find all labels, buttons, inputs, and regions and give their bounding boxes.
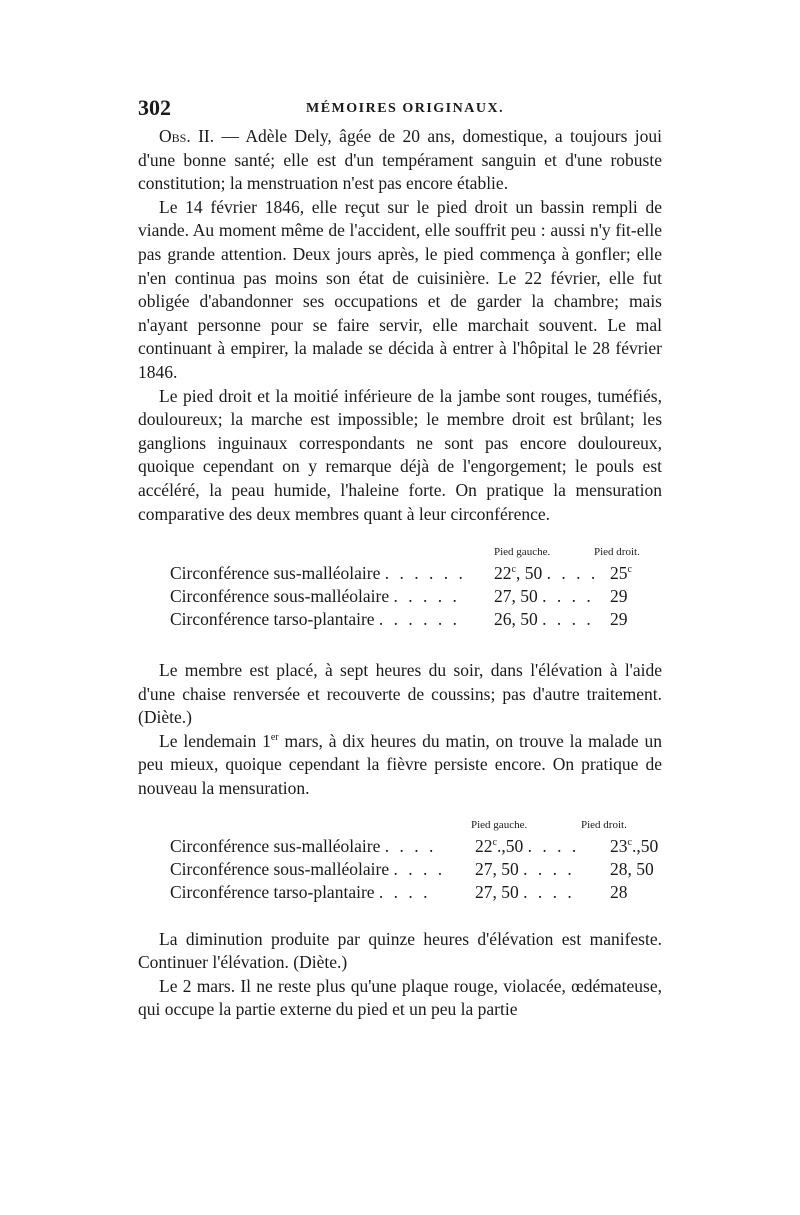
measurement-label: Circonférence sous-malléolaire . . . . (170, 858, 446, 879)
right-foot-heading: Pied droit. (594, 546, 640, 559)
measurement-header (138, 815, 662, 835)
measurement-row (138, 858, 662, 881)
left-foot-value: 22$^c$.,50 . . . . (475, 835, 580, 856)
page-header (138, 95, 662, 125)
measurement-row (138, 881, 662, 904)
right-foot-value: 29 (610, 609, 628, 630)
book-page (138, 95, 662, 1022)
measurement-row (138, 562, 662, 585)
paragraph-result: La diminution produite par quinze heures d'élévation est manifeste. Continuer l'élévation. (Diète.) (138, 928, 662, 973)
left-foot-heading: Pied gauche. (471, 818, 528, 831)
measurement-label: Circonférence sous-malléolaire . . . . . (170, 586, 460, 607)
paragraph-symptoms: Le pied droit et la moitié inférieure de la jambe sont rouges, tuméfiés, douloureux; la marche est impossible; le membre droit est brûlant; les ganglions inguinaux correspondants ne sont pas encore douloureux, quoique cependant on y remarque déjà de l'engorgement; le pouls est accéléré, la peau humide, l'haleine forte. On pratique la mensuration comparative des deux membres quant à leur circonférence. (138, 385, 662, 524)
measurement-label: Circonférence tarso-plantaire . . . . . . (170, 609, 461, 630)
page-number: 302 (138, 95, 171, 120)
measurement-table-1 (138, 542, 662, 631)
paragraph-treatment: Le membre est placé, à sept heures du soir, dans l'élévation à l'aide d'une chaise renversée et recouverte de coussins; pas d'autre traitement. (Diète.) (138, 660, 662, 728)
observation-text: — Adèle Dely, âgée de 20 ans, domestique, a toujours joui d'une bonne santé; elle est d'un tempérament sanguin et d'une robuste constitution; la menstruation n'est pas encore établie. (138, 126, 662, 194)
paragraph-march-2: Le 2 mars. Il ne reste plus qu'une plaque rouge, violacée, œdémateuse, qui occupe la partie externe du pied et un peu la partie (138, 975, 662, 1020)
right-foot-value: 28 (610, 881, 628, 902)
right-foot-value: 25$^c$ (610, 563, 632, 584)
measurement-row (138, 608, 662, 631)
left-foot-value: 27, 50 . . . . (475, 858, 575, 879)
right-foot-value: 29 (610, 586, 628, 607)
right-foot-value: 28, 50 (610, 858, 654, 879)
paragraph-observation (138, 125, 662, 196)
observation-label: Obs. II. (159, 126, 215, 146)
right-foot-value: 23$^c$.,50 (610, 835, 659, 856)
measurement-row (138, 585, 662, 608)
measurement-header (138, 542, 662, 562)
left-foot-value: 27, 50 . . . . (475, 881, 575, 902)
measurement-label: Circonférence tarso-plantaire . . . . (170, 881, 431, 902)
running-title: MÉMOIRES ORIGINAUX. (306, 101, 505, 116)
paragraph-history: Le 14 février 1846, elle reçut sur le pied droit un bassin rempli de viande. Au moment même de l'accident, elle souffrit peu : aussi n'y fit-elle pas grande attention. Deux jours après, le pied commença à gonfler; elle n'en continua pas moins son état de cuisinière. Le 22 février, elle fut obligée d'abandonner ses occupations et de garder la chambre; mais n'ayant personne pour se faire servir, elle marchait souvent. Le mal continuant à empirer, la malade se décida à entrer à l'hôpital le 28 février 1846. (138, 196, 662, 382)
left-foot-value: 27, 50 . . . . (494, 586, 594, 607)
right-foot-heading: Pied droit. (581, 818, 627, 831)
paragraph-next-day: Le lendemain 1er mars, à dix heures du matin, on trouve la malade un peu mieux, quoique cependant la fièvre persiste encore. On pratique de nouveau la mensuration. (138, 730, 662, 799)
measurement-label: Circonférence sus-malléolaire . . . . . . (170, 563, 466, 584)
left-foot-heading: Pied gauche. (494, 546, 551, 559)
measurement-table-2 (138, 815, 662, 904)
measurement-label: Circonférence sus-malléolaire . . . . (170, 835, 437, 856)
measurement-row (138, 835, 662, 858)
left-foot-value: 26, 50 . . . . (494, 609, 594, 630)
left-foot-value: 22$^c$, 50 . . . . (494, 563, 599, 584)
